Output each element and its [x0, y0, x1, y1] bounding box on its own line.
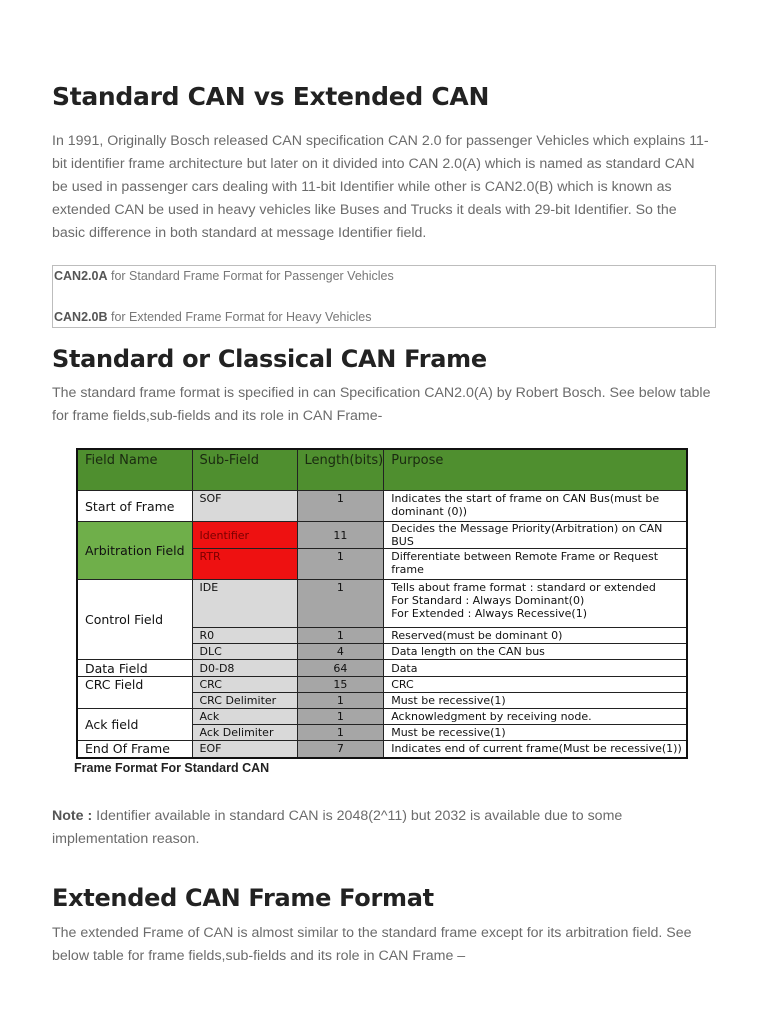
purpose: CRC — [384, 677, 687, 693]
variant-name: CAN2.0A — [54, 269, 108, 283]
variant-name: CAN2.0B — [54, 310, 108, 324]
note-paragraph — [52, 805, 712, 851]
purpose: Data — [384, 660, 687, 677]
sub-field: DLC — [192, 644, 297, 660]
sub-field: Ack Delimiter — [192, 725, 297, 741]
variant-can20a — [54, 269, 394, 283]
sub-field: Ack — [192, 709, 297, 725]
purpose: Must be recessive(1) — [384, 725, 687, 741]
header-purpose: Purpose — [384, 449, 687, 491]
header-sub-field: Sub-Field — [192, 449, 297, 491]
table-caption: Frame Format For Standard CAN — [74, 761, 270, 775]
purpose: Data length on the CAN bus — [384, 644, 687, 660]
page-title: Standard CAN vs Extended CAN — [52, 82, 490, 111]
table-row — [77, 522, 687, 549]
extended-description: The extended Frame of CAN is almost similar to the standard frame except for its arbitration field. See below table for frame fields,sub-fields and its role in CAN Frame – — [52, 925, 692, 964]
sub-field: SOF — [192, 491, 297, 522]
length: 15 — [297, 677, 384, 693]
section-heading-standard: Standard or Classical CAN Frame — [52, 345, 487, 373]
length: 64 — [297, 660, 384, 677]
purpose-line: For Extended : Always Recessive(1) — [391, 607, 588, 620]
field-name: Control Field — [77, 580, 192, 660]
variant-can20b — [54, 310, 372, 324]
header-field-name: Field Name — [77, 449, 192, 491]
table-row — [77, 741, 687, 758]
standard-can-frame-table — [76, 448, 688, 759]
field-name: Data Field — [77, 660, 192, 677]
length: 1 — [297, 725, 384, 741]
sub-field: D0-D8 — [192, 660, 297, 677]
purpose: Differentiate between Remote Frame or Request frame — [384, 549, 687, 580]
table-row — [77, 660, 687, 677]
note-label: Note : — [52, 808, 93, 824]
purpose — [384, 580, 687, 628]
sub-field: EOF — [192, 741, 297, 758]
sub-field: CRC — [192, 677, 297, 693]
purpose: Reserved(must be dominant 0) — [384, 628, 687, 644]
field-name: CRC Field — [77, 677, 192, 709]
purpose: Indicates the start of frame on CAN Bus(must be dominant (0)) — [384, 491, 687, 522]
table-row — [77, 709, 687, 725]
length: 1 — [297, 628, 384, 644]
length: 1 — [297, 491, 384, 522]
purpose: Must be recessive(1) — [384, 693, 687, 709]
note-text: Identifier available in standard CAN is 2048(2^11) but 2032 is available due to some implementation reason. — [52, 808, 623, 847]
purpose-line: Tells about frame format : standard or extended — [391, 581, 656, 594]
length: 11 — [297, 522, 384, 549]
purpose: Decides the Message Priority(Arbitration) on CAN BUS — [384, 522, 687, 549]
field-name: Start of Frame — [77, 491, 192, 522]
field-name: End Of Frame — [77, 741, 192, 758]
purpose: Acknowledgment by receiving node. — [384, 709, 687, 725]
purpose-line: For Standard : Always Dominant(0) — [391, 594, 585, 607]
length: 1 — [297, 693, 384, 709]
purpose: Indicates end of current frame(Must be recessive(1)) — [384, 741, 687, 758]
header-length: Length(bits) — [297, 449, 384, 491]
sub-field: Identifier — [192, 522, 297, 549]
table-row — [77, 580, 687, 628]
length: 7 — [297, 741, 384, 758]
length: 4 — [297, 644, 384, 660]
field-name: Ack field — [77, 709, 192, 741]
length: 1 — [297, 549, 384, 580]
length: 1 — [297, 580, 384, 628]
variant-desc: for Standard Frame Format for Passenger Vehicles — [107, 269, 394, 283]
intro-paragraph: In 1991, Originally Bosch released CAN specification CAN 2.0 for passenger Vehicles which explains 11- bit identifier frame architecture but later on it divided into CAN 2.0(A) which is named as standard CAN be used in passenger cars dealing with 11-bit Identifier while other is CAN2.0(B) which is known as extended CAN be used in heavy vehicles like Buses and Trucks it deals with 29-bit Identifier. So the basic difference in both standard at message Identifier field. — [52, 133, 709, 241]
table-row — [77, 677, 687, 693]
length: 1 — [297, 709, 384, 725]
sub-field: IDE — [192, 580, 297, 628]
table-header-row — [77, 449, 687, 491]
variant-desc: for Extended Frame Format for Heavy Vehicles — [107, 310, 372, 324]
can-variants-box — [52, 265, 716, 328]
field-name: Arbitration Field — [77, 522, 192, 580]
sub-field: RTR — [192, 549, 297, 580]
sub-field: CRC Delimiter — [192, 693, 297, 709]
table-row — [77, 491, 687, 522]
standard-description: The standard frame format is specified in can Specification CAN2.0(A) by Robert Bosch. See below table for frame fields,sub-fields and its role in CAN Frame- — [52, 385, 711, 424]
section-heading-extended: Extended CAN Frame Format — [52, 884, 434, 912]
sub-field: R0 — [192, 628, 297, 644]
